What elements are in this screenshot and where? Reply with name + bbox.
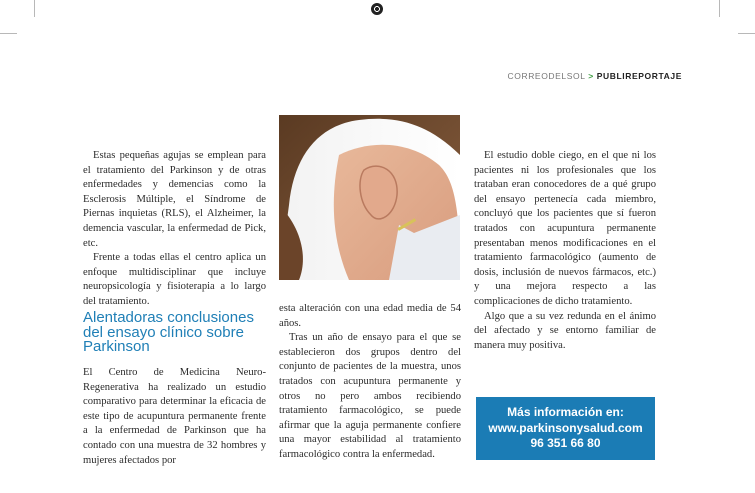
paragraph: Algo que a su vez redunda en el ánimo del afectado y se entorno familiar de manera muy positiva. — [474, 310, 656, 351]
crop-mark-left — [34, 0, 35, 17]
paragraph: Frente a todas ellas el centro aplica un enfoque multidisciplinar que incluye neuropsicología y fisioterapia a lo largo del tratamiento. — [83, 252, 266, 307]
section-label: PUBLIREPORTAJE — [596, 71, 682, 81]
paragraph: El estudio doble ciego, en el que ni los pacientes ni los profesionales que los trataban eran conocedores de a qué grupo del ensayo pertenecía cada miembro, concluyó que los pacientes que sí fueron tratados con acupuntura permanente presentaban menos modificaciones en el tratamiento farmacológico (aumento de dosis, inclusión de nuevos fármacos, etc.) y una mejora respecto a las complicaciones de dicho tratamiento. — [474, 150, 656, 307]
acupuncture-ear-photo — [279, 115, 460, 280]
paragraph: esta alteración con una edad media de 54 años. — [279, 303, 461, 329]
article-subheading: Alentadoras conclusiones del ensayo clínico sobre Parkinson — [83, 309, 254, 355]
website-link[interactable]: www.parkinsonysalud.com — [488, 420, 643, 435]
page-header — [508, 71, 683, 81]
paragraph: El Centro de Medicina Neuro-Regenerativa ha realizado un estudio comparativo para determinar la eficacia de este tipo de acupuntura permanente frente a la enfermedad de Parkinson que ha contado con una muestra de 32 hombres y mujeres afectados por — [83, 367, 266, 466]
header-separator: > — [588, 71, 594, 81]
info-heading: Más información en: — [507, 405, 624, 419]
paragraph: Tras un año de ensayo para el que se establecieron dos grupos dentro del conjunto de pacientes de la muestra, unos tratados con acupuntura permanente y otros no pero ambos recibiendo tratamiento farmacológico, se puede afirmar que la aguja permanente confiere una mayor estabilidad al tratamiento farmacológico contra la enfermedad. — [279, 332, 461, 460]
crop-mark-right — [719, 0, 720, 17]
column-2 — [279, 302, 461, 463]
column-1-bottom — [83, 366, 266, 468]
crop-mark-top-right — [738, 33, 755, 34]
crop-mark-top-left — [0, 33, 17, 34]
column-3 — [474, 149, 656, 353]
contact-info-box — [476, 397, 655, 460]
registration-mark-icon — [371, 3, 383, 15]
brand-name: CORREODELSOL — [507, 71, 586, 81]
column-1-top — [83, 149, 266, 310]
paragraph: Estas pequeñas agujas se emplean para el tratamiento del Parkinson y de otras enfermedades y demencias como la Esclerosis Múltiple, el Síndrome de Piernas inquietas (RLS), el Alzheimer, la demencia vascular, la enfermedad de Pick, etc. — [83, 150, 266, 249]
phone-number: 96 351 66 80 — [530, 436, 601, 450]
